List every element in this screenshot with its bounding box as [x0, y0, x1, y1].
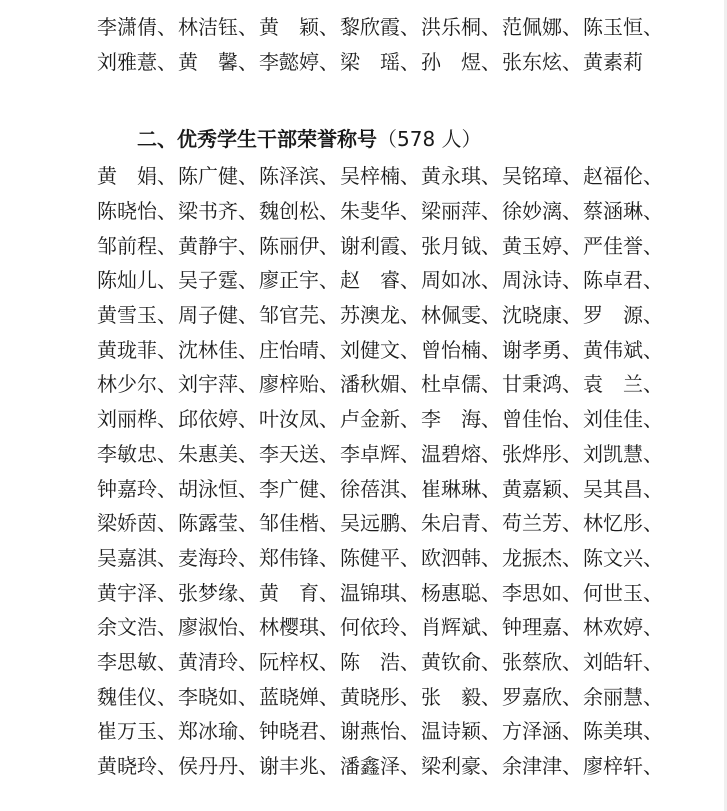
student-name: 林洁钰、 [178, 15, 258, 40]
student-name: 魏创松、 [259, 199, 339, 224]
student-name: 洪乐桐、 [421, 15, 501, 40]
student-name: 崔万玉、 [97, 719, 177, 744]
student-name: 朱斐华、 [340, 199, 420, 224]
student-name: 陈丽伊、 [259, 233, 339, 258]
student-name: 钟晓君、 [259, 719, 339, 744]
student-name: 曾佳怡、 [502, 407, 582, 432]
student-name: 陈文兴、 [583, 545, 663, 570]
name-row [97, 298, 667, 333]
student-name: 张烨彤、 [502, 441, 582, 466]
student-name: 欧泗韩、 [421, 545, 501, 570]
student-name: 杜卓儒、 [421, 372, 501, 397]
student-name: 刘雅薏、 [97, 50, 177, 75]
student-name: 林欢婷、 [583, 615, 663, 640]
student-name: 周如冰、 [421, 268, 501, 293]
student-name: 刘宇萍、 [178, 372, 258, 397]
student-name: 谢燕怡、 [340, 719, 420, 744]
student-name: 李敏忠、 [97, 441, 177, 466]
student-name: 梁利豪、 [421, 754, 501, 779]
student-name: 张 毅、 [421, 684, 501, 709]
student-name: 李思如、 [502, 580, 582, 605]
student-name: 黄钦俞、 [421, 649, 501, 674]
name-row [97, 749, 667, 784]
student-name: 郑冰瑜、 [178, 719, 258, 744]
student-name: 廖淑怡、 [178, 615, 258, 640]
student-name: 张梦缘、 [178, 580, 258, 605]
student-name: 李广健、 [259, 476, 339, 501]
name-row [97, 159, 667, 194]
student-cadre-name-list [97, 159, 667, 783]
student-name: 沈晓康、 [502, 303, 582, 328]
student-name: 黄雪玉、 [97, 303, 177, 328]
student-name: 黄 颖、 [259, 15, 339, 40]
student-name: 曾怡楠、 [421, 337, 501, 362]
student-name: 崔琳琳、 [421, 476, 501, 501]
section-count: （578 人） [377, 127, 482, 151]
student-name: 黄珑菲、 [97, 337, 177, 362]
student-name: 方泽涵、 [502, 719, 582, 744]
student-name: 罗嘉欣、 [502, 684, 582, 709]
student-name: 吴铭璋、 [502, 164, 582, 189]
student-name: 叶汝凤、 [259, 407, 339, 432]
student-name: 吴子霆、 [178, 268, 258, 293]
student-name: 张月钺、 [421, 233, 501, 258]
student-name: 吴梓楠、 [340, 164, 420, 189]
student-name: 杨惠聪、 [421, 580, 501, 605]
student-name: 刘健文、 [340, 337, 420, 362]
student-name: 陈广健、 [178, 164, 258, 189]
student-name: 赵福伦、 [583, 164, 663, 189]
student-name: 何依玲、 [340, 615, 420, 640]
student-name: 陈 浩、 [340, 649, 420, 674]
student-name: 刘皓轩、 [583, 649, 663, 674]
student-name: 朱惠美、 [178, 441, 258, 466]
student-name: 庄怡晴、 [259, 337, 339, 362]
student-name: 李天送、 [259, 441, 339, 466]
student-name: 沈林佳、 [178, 337, 258, 362]
name-row [97, 228, 667, 263]
student-name: 陈健平、 [340, 545, 420, 570]
student-name: 林佩雯、 [421, 303, 501, 328]
name-row [97, 402, 667, 437]
section-heading [137, 123, 482, 152]
student-name: 郑伟锋、 [259, 545, 339, 570]
student-name: 梁娇茵、 [97, 511, 177, 536]
student-name: 吴远鹏、 [340, 511, 420, 536]
section-title: 二、优秀学生干部荣誉称号 [137, 127, 377, 151]
student-name: 徐妙漓、 [502, 199, 582, 224]
student-name: 徐蓓淇、 [340, 476, 420, 501]
name-row [97, 437, 667, 472]
student-name: 李懿婷、 [259, 50, 339, 75]
name-row [97, 10, 667, 45]
student-name: 侯丹丹、 [178, 754, 258, 779]
student-name: 谢丰兆、 [259, 754, 339, 779]
student-name: 陈露莹、 [178, 511, 258, 536]
student-name: 谢孝勇、 [502, 337, 582, 362]
student-name: 黄嘉颖、 [502, 476, 582, 501]
student-name: 林忆彤、 [583, 511, 663, 536]
student-name: 梁书齐、 [178, 199, 258, 224]
student-name: 龙振杰、 [502, 545, 582, 570]
name-row [97, 679, 667, 714]
name-row [97, 471, 667, 506]
student-name: 李思敏、 [97, 649, 177, 674]
student-name: 陈泽滨、 [259, 164, 339, 189]
student-name: 黄玉婷、 [502, 233, 582, 258]
student-name: 余丽慧、 [583, 684, 663, 709]
name-row [97, 506, 667, 541]
name-row [97, 714, 667, 749]
student-name: 刘佳佳、 [583, 407, 663, 432]
student-name: 黄宇泽、 [97, 580, 177, 605]
student-name: 钟嘉玲、 [97, 476, 177, 501]
student-name: 黄伟斌、 [583, 337, 663, 362]
name-row [97, 194, 667, 229]
name-row [97, 575, 667, 610]
student-name: 邹佳楷、 [259, 511, 339, 536]
student-name: 李晓如、 [178, 684, 258, 709]
student-name: 黄 馨、 [178, 50, 258, 75]
student-name: 周子健、 [178, 303, 258, 328]
student-name: 温锦琪、 [340, 580, 420, 605]
name-row [97, 367, 667, 402]
student-name: 张蔡欣、 [502, 649, 582, 674]
student-name: 梁 瑶、 [340, 50, 420, 75]
student-name: 周泳诗、 [502, 268, 582, 293]
student-name: 邱依婷、 [178, 407, 258, 432]
student-name: 李卓辉、 [340, 441, 420, 466]
student-name: 魏佳仪、 [97, 684, 177, 709]
student-name: 赵 睿、 [340, 268, 420, 293]
student-name: 黄 育、 [259, 580, 339, 605]
student-name: 蔡涵琳、 [583, 199, 663, 224]
student-name: 张东炫、 [502, 50, 582, 75]
student-name: 谢利霞、 [340, 233, 420, 258]
student-name: 温诗颖、 [421, 719, 501, 744]
student-name: 黄静宇、 [178, 233, 258, 258]
student-name: 陈玉恒、 [583, 15, 663, 40]
student-name: 甘秉鸿、 [502, 372, 582, 397]
student-name: 刘丽桦、 [97, 407, 177, 432]
student-name: 陈卓君、 [583, 268, 663, 293]
student-name: 严佳誉、 [583, 233, 663, 258]
name-row [97, 45, 667, 80]
student-name: 余文浩、 [97, 615, 177, 640]
student-name: 邹官芫、 [259, 303, 339, 328]
student-name: 潘鑫泽、 [340, 754, 420, 779]
student-name: 廖梓贻、 [259, 372, 339, 397]
student-name: 陈晓怡、 [97, 199, 177, 224]
student-name: 黎欣霞、 [340, 15, 420, 40]
student-name: 梁丽萍、 [421, 199, 501, 224]
student-name: 潘秋媚、 [340, 372, 420, 397]
name-row [97, 332, 667, 367]
student-name: 黄晓玲、 [97, 754, 177, 779]
student-name: 林少尔、 [97, 372, 177, 397]
student-name: 肖辉斌、 [421, 615, 501, 640]
student-name: 李 海、 [421, 407, 501, 432]
student-name: 范佩娜、 [502, 15, 582, 40]
student-name: 吴其昌、 [583, 476, 663, 501]
student-name: 李潇倩、 [97, 15, 177, 40]
name-row [97, 610, 667, 645]
student-name: 温碧熔、 [421, 441, 501, 466]
student-name: 苟兰芳、 [502, 511, 582, 536]
student-name: 廖正宇、 [259, 268, 339, 293]
student-name: 余津津、 [502, 754, 582, 779]
student-name: 黄永琪、 [421, 164, 501, 189]
student-name: 何世玉、 [583, 580, 663, 605]
student-name: 苏澳龙、 [340, 303, 420, 328]
student-name: 麦海玲、 [178, 545, 258, 570]
student-name: 林樱琪、 [259, 615, 339, 640]
student-name: 陈美琪、 [583, 719, 663, 744]
student-name: 黄 娟、 [97, 164, 177, 189]
name-row [97, 645, 667, 680]
continued-name-list [97, 10, 667, 79]
name-row [97, 541, 667, 576]
student-name: 蓝晓婵、 [259, 684, 339, 709]
student-name: 胡泳恒、 [178, 476, 258, 501]
student-name: 袁 兰、 [583, 372, 663, 397]
student-name: 刘凯慧、 [583, 441, 663, 466]
student-name: 廖梓轩、 [583, 754, 663, 779]
name-row [97, 263, 667, 298]
student-name: 黄晓彤、 [340, 684, 420, 709]
student-name: 黄素莉 [583, 50, 643, 75]
student-name: 阮梓权、 [259, 649, 339, 674]
student-name: 钟理嘉、 [502, 615, 582, 640]
student-name: 陈灿儿、 [97, 268, 177, 293]
student-name: 朱启青、 [421, 511, 501, 536]
student-name: 吴嘉淇、 [97, 545, 177, 570]
student-name: 黄清玲、 [178, 649, 258, 674]
student-name: 邹前程、 [97, 233, 177, 258]
student-name: 卢金新、 [340, 407, 420, 432]
student-name: 孙 煜、 [421, 50, 501, 75]
student-name: 罗 源、 [583, 303, 663, 328]
